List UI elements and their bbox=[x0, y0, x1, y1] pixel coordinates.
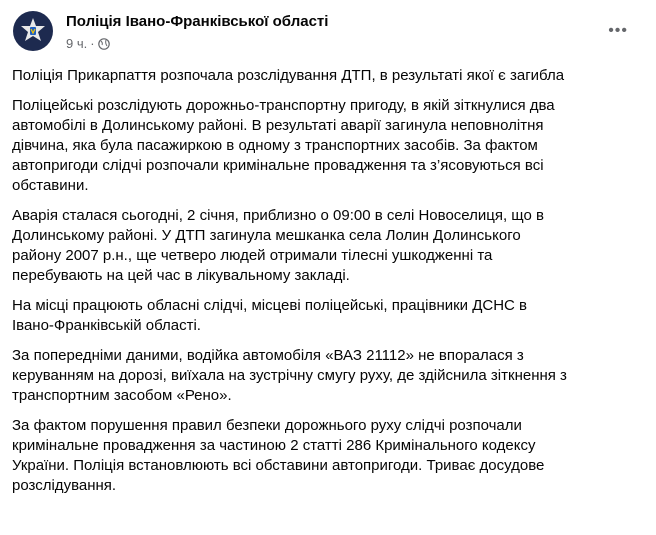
paragraph-line: України. Поліція встановлюють всі обставини автопригоди. Триває досудове bbox=[12, 457, 545, 474]
globe-icon bbox=[98, 38, 110, 50]
page-avatar[interactable] bbox=[13, 11, 53, 51]
more-options-button[interactable]: ••• bbox=[608, 22, 628, 39]
post-paragraph bbox=[12, 206, 644, 286]
police-badge-icon bbox=[19, 17, 47, 45]
meta-separator: · bbox=[90, 36, 95, 51]
post-paragraph bbox=[12, 66, 644, 86]
timestamp-link[interactable]: 9 ч. bbox=[66, 36, 88, 51]
page-name-link[interactable]: Поліція Івано-Франківської області bbox=[66, 13, 329, 30]
paragraph-line: автомобілі в Долинському районі. В результаті аварії загинула неповнолітня bbox=[12, 117, 544, 134]
paragraph-line: За попередніми даними, водійка автомобіля «ВАЗ 21112» не впоралася з bbox=[12, 347, 524, 364]
post-paragraph bbox=[12, 346, 644, 406]
paragraph-line: району 2007 р.н., ще четверо людей отримали тілесні ушкодженні та bbox=[12, 247, 493, 264]
paragraph-line: кримінальне провадження за частиною 2 статті 286 Кримінального кодексу bbox=[12, 437, 536, 454]
paragraph-line: За фактом порушення правил безпеки дорожнього руху слідчі розпочали bbox=[12, 417, 522, 434]
paragraph-line: дівчина, яка була пасажиркою в одному з транспортних засобів. За фактом bbox=[12, 137, 538, 154]
post-paragraph bbox=[12, 416, 644, 496]
paragraph-line: Івано-Франківській області. bbox=[12, 317, 201, 334]
paragraph-line: обставини. bbox=[12, 177, 89, 194]
paragraph-line: Долинському районі. У ДТП загинула мешканка села Лолин Долинського bbox=[12, 227, 521, 244]
paragraph-line: Поліція Прикарпаття розпочала розслідування ДТП, в результаті якої є загибла bbox=[12, 67, 565, 84]
paragraph-line: транспортним засобом «Рено». bbox=[12, 387, 232, 404]
paragraph-line: Аварія сталася сьогодні, 2 січня, приблизно о 09:00 в селі Новоселиця, що в bbox=[12, 207, 544, 224]
post-paragraph bbox=[12, 296, 644, 336]
post-paragraph bbox=[12, 96, 644, 196]
paragraph-line: Поліцейські розслідують дорожньо-транспортну пригоду, в якій зіткнулися два bbox=[12, 97, 555, 114]
paragraph-line: керуванням на дорозі, виїхала на зустрічну смугу руху, де здійснила зіткнення з bbox=[12, 367, 567, 384]
paragraph-line: автопригоди слідчі розпочали кримінальне провадження та з’ясовуються всі bbox=[12, 157, 544, 174]
paragraph-line: На місці працюють обласні слідчі, місцеві поліцейські, працівники ДСНС в bbox=[12, 297, 528, 314]
post-text bbox=[0, 62, 656, 496]
paragraph-line: розслідування. bbox=[12, 477, 117, 494]
paragraph-line: перебувають на цей час в лікувальному закладі. bbox=[12, 267, 350, 284]
post-header bbox=[0, 0, 656, 62]
post-meta bbox=[66, 36, 110, 51]
